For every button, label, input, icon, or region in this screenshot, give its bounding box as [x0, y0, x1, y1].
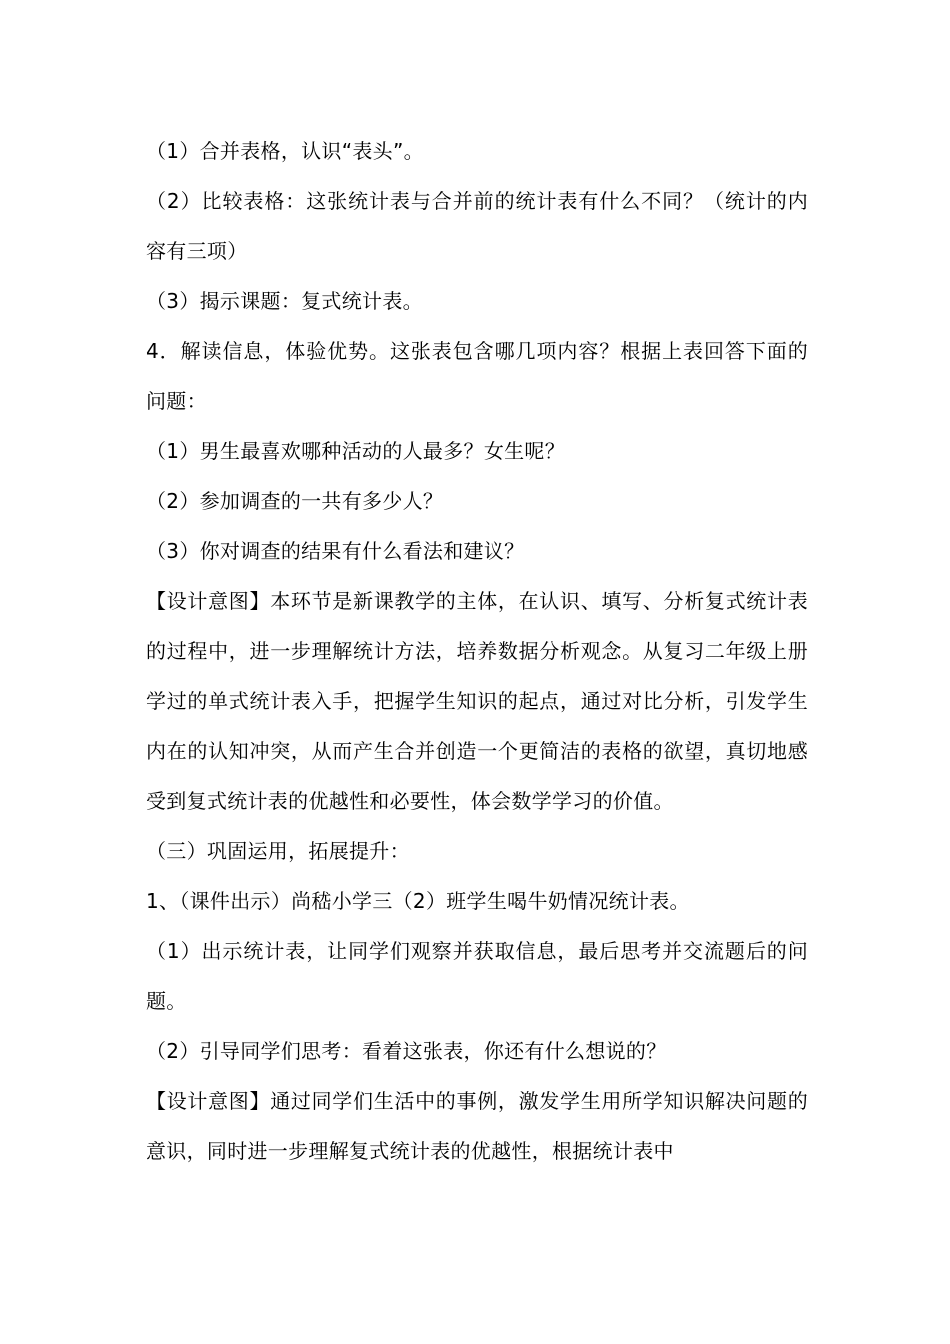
paragraph-courseware-milk: 1、（课件出示）尚嵇小学三（2）班学生喝牛奶情况统计表。: [146, 889, 690, 913]
paragraph-design-intent-2: 【设计意图】通过同学们生活中的事例，激发学生用所学知识解决问题的意识，同时进一步理解复式统计表的优越性，根据统计表中: [146, 1089, 808, 1163]
paragraph-merge-table: （1）合并表格，认识“表头”。: [146, 139, 424, 163]
paragraph-design-intent-1: 【设计意图】本环节是新课教学的主体，在认识、填写、分析复式统计表的过程中，进一步理解统计方法，培养数据分析观念。从复习二年级上册学过的单式统计表入手，把握学生知识的起点，通过对比分析，引发学生内在的认知冲突，从而产生合并创造一个更简洁的表格的欲望，真切地感受到复式统计表的优越性和必要性，体会数学学习的价值。: [146, 589, 808, 813]
paragraph-question-opinion: （3）你对调查的结果有什么看法和建议？: [146, 539, 525, 563]
paragraph-show-table: （1）出示统计表，让同学们观察并获取信息，最后思考并交流题后的问题。: [146, 939, 808, 1013]
document-body: [146, 126, 808, 1176]
paragraph-interpret-info: 4．解读信息，体验优势。这张表包含哪几项内容？根据上表回答下面的问题：: [146, 339, 808, 413]
paragraph-question-boys-girls: （1）男生最喜欢哪种活动的人最多？女生呢？: [146, 439, 566, 463]
paragraph-compare-table: （2）比较表格：这张统计表与合并前的统计表有什么不同？（统计的内容有三项）: [146, 189, 808, 263]
paragraph-reveal-topic: （3）揭示课题：复式统计表。: [146, 289, 423, 313]
paragraph-question-total: （2）参加调查的一共有多少人？: [146, 489, 444, 513]
paragraph-section-consolidate: （三）巩固运用，拓展提升：: [146, 839, 410, 863]
paragraph-guide-thinking: （2）引导同学们思考：看着这张表，你还有什么想说的？: [146, 1039, 667, 1063]
